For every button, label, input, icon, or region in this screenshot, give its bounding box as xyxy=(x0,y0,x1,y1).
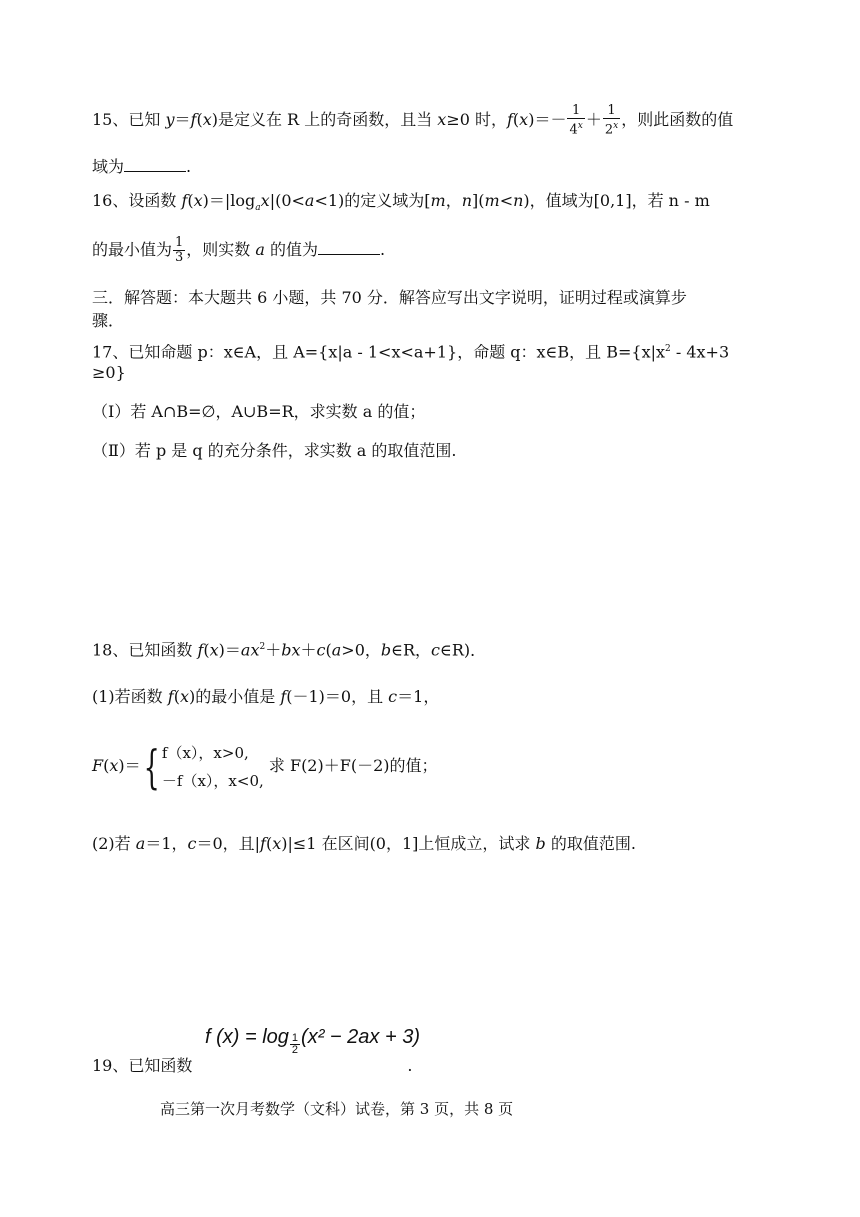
q18-sub1: (1)若函数 f(x)的最小值是 f(－1)＝0，且 c＝1， xyxy=(92,687,440,706)
q15-line2: 域为 . xyxy=(92,157,192,176)
fraction-1-over-4x: $\frac{1}{4^x}$ xyxy=(569,103,583,138)
fraction-1-over-2x: $\frac{1}{2^x}$ xyxy=(604,103,619,138)
left-brace: { xyxy=(143,739,160,794)
q19-formula: f (x) = log $\frac{1}{2}$ (x² − 2ax + 3) xyxy=(205,1026,420,1056)
q18-line1: 18、已知函数 $f(x)=ax^2+bx+c(a>0$，b∈R，c∈R)． xyxy=(92,640,487,660)
q15-line1: 15、已知 y＝f(x)是定义在 R 上的奇函数，且当 x≥0 时，f(x)＝－ $\frac{1}{4^x}$ ＋ $\frac{1}{2^x}$ ，则此函数的值 xyxy=(92,103,734,138)
q17-part1: （Ⅰ）若 A∩B=∅，A∪B=R，求实数 a 的值； xyxy=(92,402,426,421)
q17-line2: ≥0} xyxy=(92,363,126,382)
answer-blank xyxy=(124,157,186,172)
q18-piecewise: F(x)＝{ f（x），x>0, －f（x），x<0, 求 F(2)＋F(－2)的值； xyxy=(92,739,438,794)
fraction-1-over-3: $\frac{1}{3}$ xyxy=(175,235,184,265)
page-footer: 高三第一次月考数学（文科）试卷，第 3 页，共 8 页 xyxy=(160,1100,514,1118)
q16-line1: 16、设函数 $f(x)=|\log_ax|(0<a<1)$的定义域为[m，n](m<n)，值域为[0,1]，若 n - m xyxy=(92,191,710,214)
q17-line1: 17、已知命题 p：x∈A，且 A={x|a - 1<x<a+1}，命题 q：x∈B，且 $B=\{x|x^2 - 4x+3$ xyxy=(92,342,730,362)
q18-sub2: (2)若 a＝1，c＝0，且|f(x)|≤1 在区间(0，1]上恒成立，试求 b 的取值范围. xyxy=(92,834,636,853)
piecewise-cases: f（x），x>0, －f（x），x<0, xyxy=(161,743,264,790)
log-base-half: $\frac{1}{2}$ xyxy=(291,1032,299,1056)
q19-line: 19、已知函数 . xyxy=(92,1056,413,1075)
q17-part2: （Ⅱ）若 p 是 q 的充分条件，求实数 a 的取值范围. xyxy=(92,441,457,460)
section3-heading: 三．解答题：本大题共 6 小题，共 70 分．解答应写出文字说明，证明过程或演算步 xyxy=(92,288,687,307)
answer-blank xyxy=(318,240,380,255)
q16-line2: 的最小值为 $\frac{1}{3}$ ，则实数 a 的值为 . xyxy=(92,235,386,265)
section3-heading-cont: 骤． xyxy=(92,311,125,330)
q15-text: 15、已知 xyxy=(92,110,166,130)
